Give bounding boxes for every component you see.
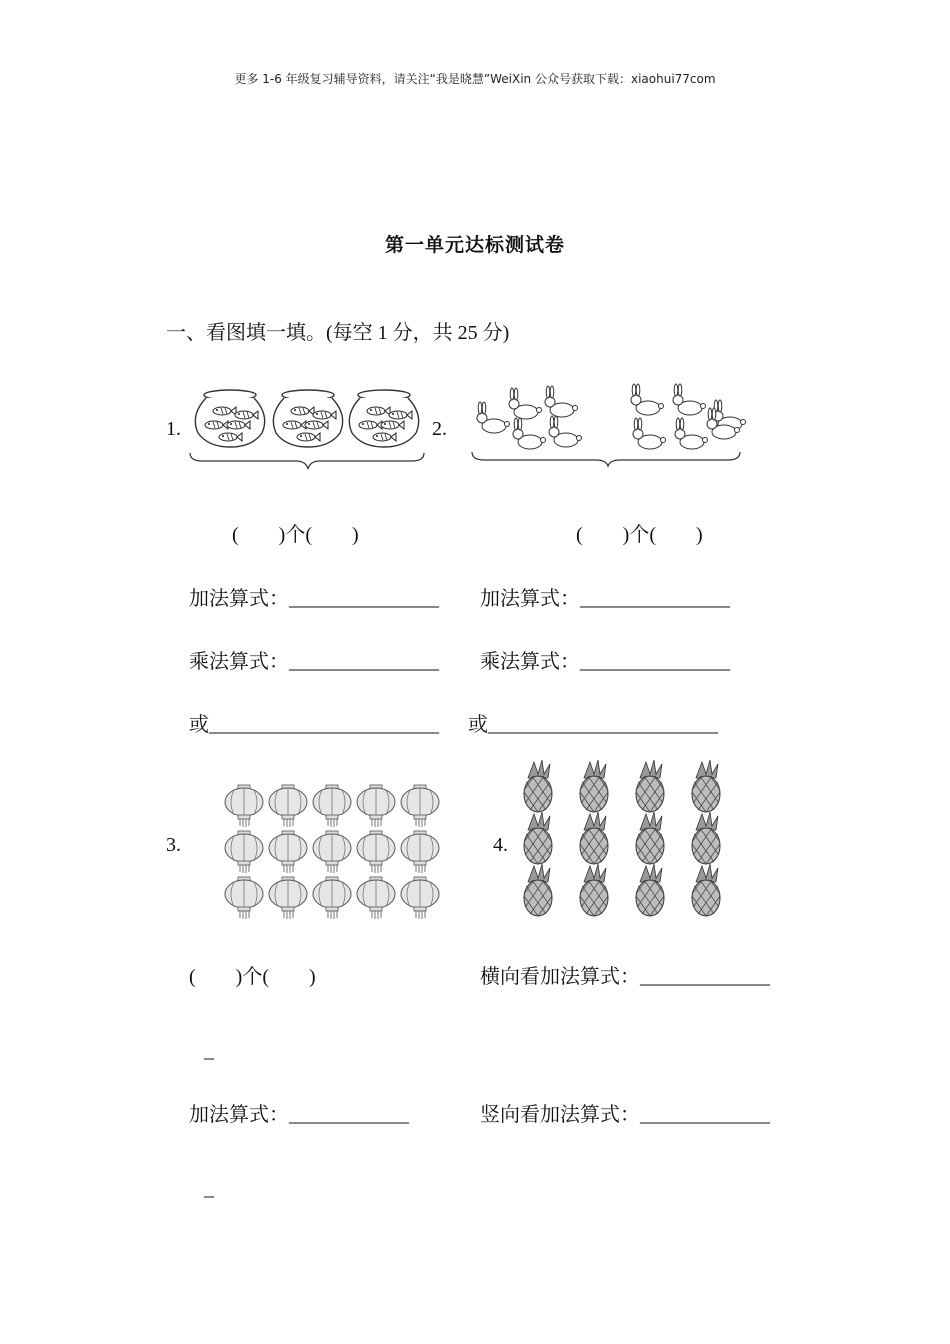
lantern-icon <box>225 877 263 919</box>
q1-or-line: 或_______________________ <box>189 714 439 736</box>
page-title: 第一单元达标测试卷 <box>384 235 565 256</box>
q2-add-line: 加法算式：_______________ <box>480 588 730 610</box>
question-1-number: 1. <box>166 418 181 440</box>
q3-add-line: 加法算式：____________ <box>189 1104 409 1126</box>
pineapple-icon <box>524 812 552 864</box>
pineapple-icon <box>580 760 608 812</box>
rabbit-icon <box>549 416 582 447</box>
rabbit-icon <box>633 418 666 449</box>
section-heading: 一、看图填一填。(每空 1 分，共 25 分) <box>166 322 510 344</box>
lantern-icon <box>313 877 351 919</box>
page-header-note: 更多 1-6 年级复习辅导资料，请关注“我是晓慧”WeiXin 公众号获取下载：xiaohui77com <box>234 72 716 86</box>
pineapple-icon <box>580 864 608 916</box>
lantern-icon <box>269 831 307 873</box>
rabbit-icon <box>631 384 664 415</box>
pineapple-icon <box>636 760 664 812</box>
pineapple-icon <box>692 812 720 864</box>
q4-col-line-tail: _ <box>204 1178 214 1200</box>
q1-add-line: 加法算式：_______________ <box>189 588 439 610</box>
q4-row-line-tail: _ <box>204 1040 214 1062</box>
rabbit-icon <box>675 418 708 449</box>
lantern-icon <box>401 877 439 919</box>
q1-count-line: ( )个( ) <box>232 524 359 546</box>
rabbit-icon <box>545 386 578 417</box>
pineapple-icon <box>636 864 664 916</box>
pineapple-icon <box>692 864 720 916</box>
pineapples-picture <box>518 760 750 920</box>
question-3-number: 3. <box>166 834 181 856</box>
question-4-number: 4. <box>493 834 508 856</box>
rabbits-picture <box>466 380 746 470</box>
question-2-number: 2. <box>432 418 447 440</box>
lantern-icon <box>225 831 263 873</box>
q4-col-line: 竖向看加法算式：_____________ <box>480 1104 770 1126</box>
lantern-icon <box>225 785 263 827</box>
lantern-icon <box>269 877 307 919</box>
q3-count-line: ( )个( ) <box>189 966 316 988</box>
pineapple-icon <box>692 760 720 812</box>
lantern-icon <box>401 831 439 873</box>
pineapple-icon <box>524 760 552 812</box>
lantern-icon <box>357 785 395 827</box>
q2-mul-line: 乘法算式：_______________ <box>480 651 730 673</box>
q4-row-line: 横向看加法算式：_____________ <box>480 966 770 988</box>
lantern-icon <box>313 785 351 827</box>
rabbit-icon <box>477 402 510 433</box>
lanterns-picture <box>222 782 444 918</box>
pineapple-icon <box>580 812 608 864</box>
fish-bowls-picture <box>188 385 428 465</box>
fish-bowl <box>349 390 418 447</box>
rabbit-icon <box>509 388 542 419</box>
lantern-icon <box>357 831 395 873</box>
q1-mul-line: 乘法算式：_______________ <box>189 651 439 673</box>
lantern-icon <box>313 831 351 873</box>
pineapple-icon <box>524 864 552 916</box>
q2-count-line: ( )个( ) <box>576 524 703 546</box>
lantern-icon <box>269 785 307 827</box>
pineapple-icon <box>636 812 664 864</box>
rabbit-icon <box>673 384 706 415</box>
rabbit-icon <box>513 418 546 449</box>
q2-or-line: 或_______________________ <box>468 714 718 736</box>
fish-bowl <box>273 390 342 447</box>
lantern-icon <box>401 785 439 827</box>
fish-bowl <box>195 390 264 447</box>
lantern-icon <box>357 877 395 919</box>
